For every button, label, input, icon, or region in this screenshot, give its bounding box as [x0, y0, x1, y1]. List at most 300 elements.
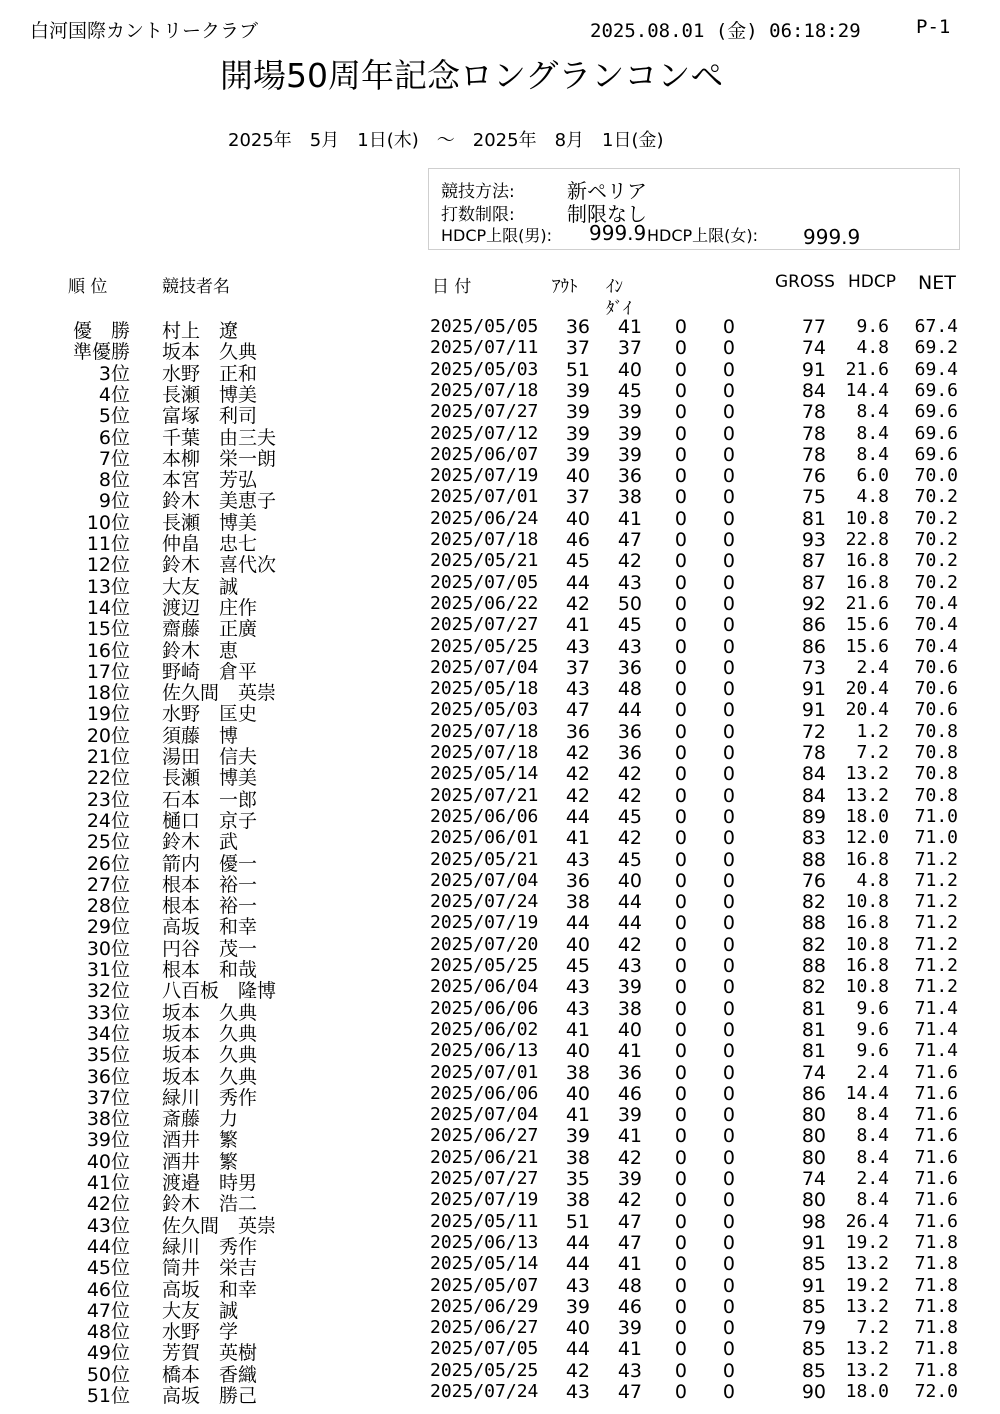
competition-rules-box	[428, 168, 960, 250]
player-name: 石本 一郎	[162, 788, 258, 811]
out-score: 39	[565, 422, 590, 445]
handicap: 9.6	[856, 1018, 889, 1040]
handicap: 16.8	[845, 571, 889, 593]
player-name: 渡辺 庄作	[162, 596, 258, 619]
play-date: 2025/06/22	[430, 592, 539, 614]
in-score: 46	[617, 1082, 642, 1105]
net-score: 70.4	[914, 592, 958, 614]
in-score: 44	[617, 912, 642, 935]
header-hdcp: HDCP	[848, 272, 896, 292]
extra-score-b: 0	[722, 443, 735, 466]
player-name: 湯田 信夫	[162, 746, 258, 768]
extra-score-b: 0	[722, 1146, 735, 1169]
in-score: 42	[617, 550, 642, 573]
rank-cell: 29位	[86, 916, 130, 939]
play-date: 2025/07/19	[430, 465, 539, 487]
play-date: 2025/07/20	[430, 933, 539, 955]
play-date: 2025/07/04	[430, 1104, 539, 1126]
extra-score-a: 0	[674, 422, 687, 445]
handicap: 18.0	[845, 1381, 889, 1402]
out-score: 41	[565, 614, 590, 637]
gross-score: 84	[801, 763, 826, 786]
rank-cell: 26位	[86, 852, 130, 875]
extra-score-a: 0	[674, 1253, 687, 1276]
gross-score: 87	[801, 571, 826, 594]
out-score: 35	[565, 1168, 590, 1190]
extra-score-a: 0	[674, 784, 687, 807]
in-score: 41	[617, 507, 642, 530]
handicap: 8.4	[856, 443, 889, 465]
handicap: 21.6	[845, 592, 889, 614]
rank-cell: 8位	[98, 469, 130, 492]
table-row	[0, 592, 1000, 619]
in-score: 41	[617, 1040, 642, 1063]
out-score: 38	[565, 1061, 590, 1084]
rank-cell: 35位	[86, 1044, 130, 1067]
rank-cell: 42位	[86, 1193, 130, 1216]
net-score: 71.2	[914, 869, 958, 891]
play-date: 2025/07/19	[430, 912, 539, 934]
extra-score-a: 0	[674, 763, 687, 786]
handicap: 8.4	[856, 1125, 889, 1147]
in-score: 47	[617, 529, 642, 551]
gross-score: 93	[801, 529, 826, 551]
player-name: 酒井 繁	[162, 1150, 239, 1173]
net-score: 70.6	[914, 699, 958, 721]
rank-cell: 20位	[86, 724, 130, 747]
in-score: 43	[617, 571, 642, 594]
in-score: 37	[617, 337, 642, 360]
player-name: 鈴木 武	[162, 831, 239, 854]
table-row	[0, 805, 1000, 832]
net-score: 70.4	[914, 614, 958, 636]
net-score: 70.8	[914, 720, 958, 742]
in-score: 41	[617, 316, 642, 338]
extra-score-b: 0	[722, 656, 735, 679]
play-date: 2025/07/21	[430, 784, 539, 806]
hdcp-men-label: HDCP上限(男):	[441, 226, 553, 245]
handicap: 4.8	[856, 337, 889, 359]
out-score: 36	[565, 869, 590, 892]
out-score: 41	[565, 827, 590, 850]
in-score: 42	[617, 763, 642, 786]
extra-score-a: 0	[674, 1082, 687, 1105]
gross-score: 85	[801, 1295, 826, 1318]
rank-cell: 36位	[86, 1065, 130, 1088]
handicap: 10.8	[845, 891, 889, 913]
net-score: 70.6	[914, 656, 958, 678]
gross-score: 80	[801, 1189, 826, 1212]
in-score: 48	[617, 1274, 642, 1297]
rank-cell: 50位	[86, 1363, 130, 1386]
player-name: 佐久間 英崇	[162, 1214, 277, 1237]
out-score: 42	[565, 742, 590, 764]
extra-score-b: 0	[722, 976, 735, 999]
rank-cell: 9位	[98, 490, 130, 513]
handicap: 13.2	[845, 1359, 889, 1381]
extra-score-a: 0	[674, 1146, 687, 1169]
handicap: 2.4	[856, 656, 889, 678]
extra-score-a: 0	[674, 358, 687, 381]
player-name: 坂本 久典	[162, 1001, 258, 1024]
out-score: 42	[565, 592, 590, 615]
table-row	[0, 571, 1000, 598]
player-name: 長瀬 博美	[162, 767, 258, 790]
gross-score: 85	[801, 1253, 826, 1276]
net-score: 71.8	[914, 1338, 958, 1360]
player-name: 斎藤 力	[162, 1108, 239, 1131]
table-row	[0, 891, 1000, 918]
net-score: 72.0	[914, 1381, 958, 1402]
table-row	[0, 784, 1000, 811]
rank-cell: 31位	[86, 959, 130, 981]
extra-score-a: 0	[674, 805, 687, 828]
extra-score-a: 0	[674, 1381, 687, 1403]
net-score: 71.8	[914, 1274, 958, 1296]
player-name: 坂本 久典	[162, 1022, 258, 1045]
in-score: 39	[617, 443, 642, 466]
extra-score-b: 0	[722, 1359, 735, 1382]
player-name: 円谷 茂一	[162, 937, 258, 960]
gross-score: 81	[801, 997, 826, 1020]
handicap: 8.4	[856, 1189, 889, 1211]
play-date: 2025/05/03	[430, 699, 539, 721]
gross-score: 74	[801, 337, 826, 360]
rank-cell: 優 勝	[72, 320, 130, 342]
table-row	[0, 486, 1000, 513]
gross-score: 72	[801, 720, 826, 743]
extra-score-b: 0	[722, 869, 735, 892]
play-date: 2025/05/25	[430, 955, 539, 976]
table-row	[0, 827, 1000, 854]
play-date: 2025/07/12	[430, 422, 539, 444]
in-score: 36	[617, 656, 642, 679]
gross-score: 90	[801, 1381, 826, 1403]
extra-score-b: 0	[722, 571, 735, 594]
gross-score: 88	[801, 955, 826, 977]
in-score: 45	[617, 805, 642, 828]
player-name: 坂本 久典	[162, 1065, 258, 1088]
table-row	[0, 358, 1000, 385]
player-name: 齋藤 正廣	[162, 618, 258, 641]
net-score: 71.0	[914, 805, 958, 827]
net-score: 71.2	[914, 976, 958, 998]
extra-score-a: 0	[674, 656, 687, 679]
rank-cell: 43位	[86, 1214, 130, 1237]
out-score: 37	[565, 656, 590, 679]
out-score: 41	[565, 1104, 590, 1127]
gross-score: 98	[801, 1210, 826, 1233]
out-score: 44	[565, 805, 590, 828]
gross-score: 78	[801, 443, 826, 466]
handicap: 15.6	[845, 614, 889, 636]
play-date: 2025/06/06	[430, 805, 539, 827]
table-row	[0, 1104, 1000, 1131]
extra-score-b: 0	[722, 1168, 735, 1190]
net-score: 71.4	[914, 997, 958, 1019]
table-row	[0, 848, 1000, 875]
gross-score: 74	[801, 1168, 826, 1190]
extra-score-a: 0	[674, 1231, 687, 1254]
rank-cell: 24位	[86, 809, 130, 832]
extra-score-a: 0	[674, 891, 687, 914]
extra-score-a: 0	[674, 401, 687, 424]
table-row	[0, 635, 1000, 662]
table-row	[0, 1338, 1000, 1365]
rank-cell: 6位	[98, 426, 130, 449]
handicap: 9.6	[856, 997, 889, 1019]
header-name: 競技者名	[162, 277, 230, 297]
in-score: 42	[617, 1146, 642, 1169]
out-score: 46	[565, 529, 590, 551]
play-date: 2025/07/18	[430, 379, 539, 401]
in-score: 43	[617, 635, 642, 658]
extra-score-a: 0	[674, 912, 687, 935]
in-score: 38	[617, 997, 642, 1020]
play-date: 2025/05/25	[430, 635, 539, 657]
handicap: 19.2	[845, 1231, 889, 1253]
competition-period: 2025年 5月 1日(木) ～ 2025年 8月 1日(金)	[228, 130, 664, 151]
handicap: 16.8	[845, 550, 889, 572]
handicap: 7.2	[856, 1317, 889, 1339]
page-title: 開場50周年記念ロングランコンペ	[220, 56, 724, 95]
play-date: 2025/06/01	[430, 827, 539, 849]
extra-score-a: 0	[674, 869, 687, 892]
play-date: 2025/06/06	[430, 997, 539, 1019]
in-score: 50	[617, 592, 642, 615]
play-date: 2025/07/01	[430, 486, 539, 508]
extra-score-a: 0	[674, 1295, 687, 1318]
table-row	[0, 1295, 1000, 1322]
in-score: 36	[617, 742, 642, 764]
in-score: 41	[617, 1125, 642, 1148]
in-score: 45	[617, 848, 642, 871]
extra-score-b: 0	[722, 1082, 735, 1105]
gross-score: 92	[801, 592, 826, 615]
extra-score-b: 0	[722, 379, 735, 402]
extra-score-b: 0	[722, 1061, 735, 1084]
extra-score-a: 0	[674, 1061, 687, 1084]
net-score: 70.8	[914, 763, 958, 785]
in-score: 41	[617, 1253, 642, 1276]
extra-score-a: 0	[674, 592, 687, 615]
extra-score-b: 0	[722, 763, 735, 786]
player-name: 橋本 香織	[162, 1363, 258, 1386]
extra-score-b: 0	[722, 1040, 735, 1063]
table-row	[0, 997, 1000, 1024]
net-score: 70.6	[914, 678, 958, 700]
gross-score: 79	[801, 1317, 826, 1340]
out-score: 42	[565, 763, 590, 786]
play-date: 2025/07/11	[430, 337, 539, 359]
handicap: 10.8	[845, 976, 889, 998]
hdcp-men-value: 999.9	[589, 221, 647, 245]
net-score: 71.6	[914, 1061, 958, 1083]
table-row	[0, 1082, 1000, 1109]
net-score: 71.6	[914, 1125, 958, 1147]
net-score: 70.0	[914, 465, 958, 487]
play-date: 2025/07/24	[430, 891, 539, 913]
extra-score-b: 0	[722, 912, 735, 935]
player-name: 緑川 秀作	[162, 1235, 258, 1258]
play-date: 2025/07/18	[430, 742, 539, 763]
play-date: 2025/06/13	[430, 1040, 539, 1062]
extra-score-a: 0	[674, 1040, 687, 1063]
gross-score: 85	[801, 1338, 826, 1361]
out-score: 44	[565, 1253, 590, 1276]
handicap: 4.8	[856, 486, 889, 508]
handicap: 13.2	[845, 1295, 889, 1317]
handicap: 26.4	[845, 1210, 889, 1232]
extra-score-b: 0	[722, 507, 735, 530]
table-row	[0, 465, 1000, 492]
handicap: 8.4	[856, 1146, 889, 1168]
extra-score-a: 0	[674, 827, 687, 850]
out-score: 43	[565, 1274, 590, 1297]
out-score: 42	[565, 784, 590, 807]
in-score: 39	[617, 422, 642, 445]
extra-score-b: 0	[722, 1189, 735, 1212]
gross-score: 86	[801, 614, 826, 637]
extra-score-b: 0	[722, 422, 735, 445]
stroke-limit-value: 制限なし	[567, 202, 647, 226]
rank-cell: 34位	[86, 1022, 130, 1045]
out-score: 44	[565, 571, 590, 594]
net-score: 69.4	[914, 358, 958, 380]
rank-cell: 41位	[86, 1172, 130, 1194]
table-row	[0, 443, 1000, 470]
in-score: 40	[617, 1018, 642, 1041]
gross-score: 91	[801, 1274, 826, 1297]
player-name: 村上 遼	[162, 320, 239, 342]
in-score: 39	[617, 1168, 642, 1190]
extra-score-b: 0	[722, 784, 735, 807]
table-row	[0, 422, 1000, 449]
play-date: 2025/06/06	[430, 1082, 539, 1104]
player-name: 八百板 隆博	[162, 980, 277, 1003]
extra-score-b: 0	[722, 316, 735, 338]
player-name: 渡邉 時男	[162, 1172, 258, 1194]
extra-score-b: 0	[722, 1338, 735, 1361]
extra-score-a: 0	[674, 1125, 687, 1148]
extra-score-b: 0	[722, 635, 735, 658]
extra-score-b: 0	[722, 997, 735, 1020]
player-name: 鈴木 浩二	[162, 1193, 258, 1216]
handicap: 16.8	[845, 955, 889, 976]
rank-cell: 17位	[86, 660, 130, 683]
net-score: 71.2	[914, 933, 958, 955]
player-name: 本柳 栄一朗	[162, 447, 277, 470]
in-score: 36	[617, 465, 642, 488]
net-score: 71.6	[914, 1104, 958, 1126]
in-score: 47	[617, 1381, 642, 1403]
extra-score-a: 0	[674, 997, 687, 1020]
handicap: 1.2	[856, 720, 889, 742]
rank-cell: 39位	[86, 1129, 130, 1152]
table-row	[0, 869, 1000, 896]
out-score: 43	[565, 976, 590, 999]
net-score: 71.6	[914, 1168, 958, 1189]
gross-score: 84	[801, 784, 826, 807]
table-row	[0, 1210, 1000, 1237]
extra-score-a: 0	[674, 486, 687, 509]
extra-score-b: 0	[722, 1210, 735, 1233]
table-row	[0, 1253, 1000, 1280]
out-score: 40	[565, 507, 590, 530]
out-score: 44	[565, 1338, 590, 1361]
extra-score-a: 0	[674, 465, 687, 488]
player-name: 佐久間 英崇	[162, 682, 277, 705]
rank-cell: 37位	[86, 1086, 130, 1109]
extra-score-a: 0	[674, 1189, 687, 1212]
out-score: 39	[565, 443, 590, 466]
in-score: 39	[617, 1104, 642, 1127]
gross-score: 73	[801, 656, 826, 679]
extra-score-b: 0	[722, 699, 735, 722]
net-score: 70.2	[914, 571, 958, 593]
gross-score: 75	[801, 486, 826, 509]
out-score: 40	[565, 1082, 590, 1105]
in-score: 39	[617, 1317, 642, 1340]
extra-score-b: 0	[722, 1231, 735, 1254]
player-name: 高坂 和幸	[162, 916, 258, 939]
play-date: 2025/07/04	[430, 656, 539, 678]
extra-score-a: 0	[674, 699, 687, 722]
rank-cell: 14位	[86, 596, 130, 619]
table-row	[0, 379, 1000, 406]
gross-score: 74	[801, 1061, 826, 1084]
in-score: 42	[617, 1189, 642, 1212]
extra-score-a: 0	[674, 443, 687, 466]
extra-score-a: 0	[674, 1168, 687, 1190]
rank-cell: 47位	[86, 1299, 130, 1322]
extra-score-a: 0	[674, 1359, 687, 1382]
play-date: 2025/06/07	[430, 443, 539, 465]
extra-score-a: 0	[674, 316, 687, 338]
header-in: ｲﾝ	[606, 277, 623, 297]
net-score: 71.4	[914, 1040, 958, 1062]
rank-cell: 4位	[98, 383, 130, 406]
rank-cell: 準優勝	[72, 341, 130, 364]
handicap: 7.2	[856, 742, 889, 763]
method-label: 競技方法:	[441, 182, 515, 202]
player-name: 富塚 利司	[162, 405, 258, 428]
extra-score-b: 0	[722, 1295, 735, 1318]
out-score: 37	[565, 337, 590, 360]
extra-score-b: 0	[722, 1317, 735, 1340]
in-score: 43	[617, 1359, 642, 1382]
extra-score-b: 0	[722, 550, 735, 573]
play-date: 2025/05/05	[430, 316, 539, 337]
handicap: 13.2	[845, 763, 889, 785]
handicap: 18.0	[845, 805, 889, 827]
player-name: 大友 誠	[162, 1299, 239, 1322]
out-score: 36	[565, 316, 590, 338]
handicap: 13.2	[845, 1253, 889, 1275]
rank-cell: 28位	[86, 895, 130, 918]
out-score: 45	[565, 550, 590, 573]
rank-cell: 7位	[98, 447, 130, 470]
out-score: 37	[565, 486, 590, 509]
extra-score-b: 0	[722, 1104, 735, 1127]
handicap: 14.4	[845, 379, 889, 401]
play-date: 2025/06/29	[430, 1295, 539, 1317]
gross-score: 82	[801, 891, 826, 914]
extra-score-b: 0	[722, 1253, 735, 1276]
rank-cell: 30位	[86, 937, 130, 960]
in-score: 44	[617, 699, 642, 722]
extra-score-b: 0	[722, 678, 735, 701]
